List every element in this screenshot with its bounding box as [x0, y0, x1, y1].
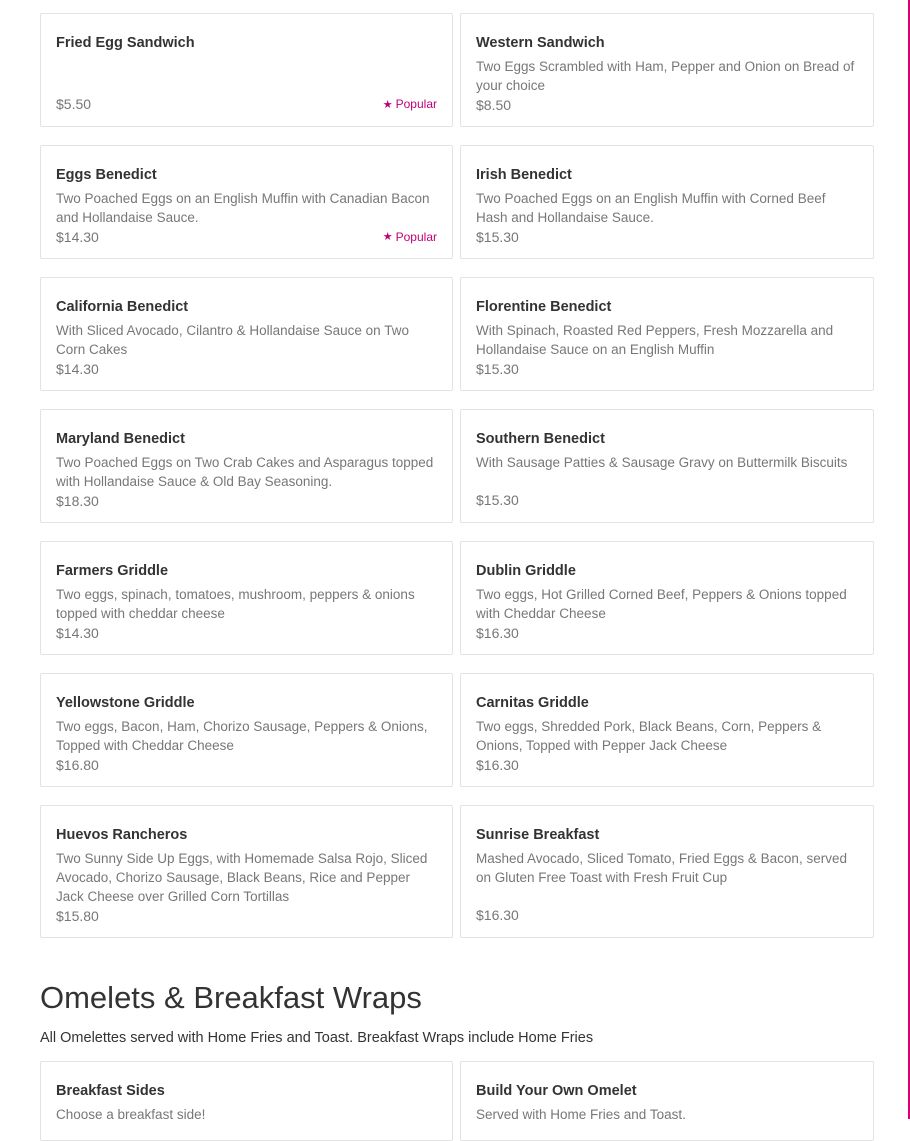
menu-item-card[interactable] [40, 1061, 453, 1141]
menu-item-price: $14.30 [56, 228, 99, 245]
menu-item-card[interactable] [40, 145, 453, 259]
menu-item-description: Two Sunny Side Up Eggs, with Homemade Salsa Rojo, Sliced Avocado, Chorizo Sausage, Black Beans, Rice and Pepper Jack Cheese over Grilled Corn Tortillas [56, 851, 428, 904]
menu-item-price: $16.80 [56, 756, 99, 773]
menu-item-price: $15.30 [476, 360, 519, 377]
menu-item-description: Mashed Avocado, Sliced Tomato, Fried Eggs & Bacon, served on Gluten Free Toast with Fresh Fruit Cup [476, 851, 847, 885]
menu-item-card[interactable] [40, 409, 453, 523]
menu-item-name: Eggs Benedict [56, 167, 157, 183]
menu-item-price: $14.30 [56, 624, 99, 641]
menu-item-price: $14.30 [56, 360, 99, 377]
menu-item-name: Irish Benedict [476, 167, 572, 183]
popular-badge [383, 97, 437, 111]
menu-item-price: $16.30 [476, 624, 519, 641]
menu-item-card[interactable] [460, 409, 874, 523]
menu-item-name: Breakfast Sides [56, 1083, 165, 1099]
menu-grid [40, 13, 874, 938]
menu-item-card[interactable] [460, 541, 874, 655]
menu-item-card[interactable] [40, 805, 453, 938]
menu-item-price: $15.30 [476, 228, 519, 245]
menu-item-description: Two Poached Eggs on Two Crab Cakes and Asparagus topped with Hollandaise Sauce & Old Bay Seasoning. [56, 455, 434, 489]
popular-label: Popular [395, 229, 437, 244]
menu-item-description: Two eggs, spinach, tomatoes, mushroom, peppers & onions topped with cheddar cheese [56, 587, 415, 621]
menu-item-description: Choose a breakfast side! [56, 1107, 206, 1122]
menu-item-name: Farmers Griddle [56, 563, 169, 579]
menu-item-card[interactable] [460, 805, 874, 938]
menu-item-card[interactable] [460, 277, 874, 391]
menu-grid-omelets [40, 1061, 874, 1141]
menu-item-description: Two Eggs Scrambled with Ham, Pepper and Onion on Bread of your choice [476, 59, 855, 93]
menu-item-card[interactable] [40, 277, 453, 391]
menu-item-name: Florentine Benedict [476, 299, 612, 315]
menu-item-card[interactable] [460, 1061, 874, 1141]
menu-item-price: $8.50 [476, 96, 512, 113]
menu-item-description: Two eggs, Shredded Pork, Black Beans, Corn, Peppers & Onions, Topped with Pepper Jack Cheese [476, 719, 822, 753]
menu-item-name: Fried Egg Sandwich [56, 35, 195, 51]
star-icon: ★ [382, 231, 393, 243]
section-title: Omelets & Breakfast Wraps [40, 980, 422, 1015]
menu-item-description: With Sausage Patties & Sausage Gravy on Buttermilk Biscuits [476, 455, 848, 470]
menu-item-name: Western Sandwich [476, 35, 605, 51]
menu-item-card[interactable] [460, 145, 874, 259]
menu-item-name: Carnitas Griddle [476, 695, 589, 711]
menu-item-price: $16.30 [476, 907, 519, 923]
menu-item-price: $18.30 [56, 492, 99, 509]
popular-badge [383, 230, 437, 244]
menu-item-card[interactable] [460, 13, 874, 127]
menu-item-card[interactable] [40, 673, 453, 787]
menu-item-price: $16.30 [476, 756, 519, 773]
menu-item-name: Dublin Griddle [476, 563, 576, 579]
star-icon: ★ [382, 98, 393, 111]
menu-item-card[interactable] [40, 13, 453, 127]
menu-section-header [40, 978, 874, 1047]
menu-item-description: Two Poached Eggs on an English Muffin with Corned Beef Hash and Hollandaise Sauce. [476, 191, 826, 225]
menu-item-name: California Benedict [56, 299, 189, 315]
menu-item-name: Sunrise Breakfast [476, 827, 600, 843]
menu-item-price: $15.80 [56, 907, 99, 924]
menu-item-description: With Sliced Avocado, Cilantro & Hollandaise Sauce on Two Corn Cakes [56, 323, 409, 357]
menu-item-name: Build Your Own Omelet [476, 1083, 637, 1099]
menu-item-description: Two eggs, Hot Grilled Corned Beef, Peppers & Onions topped with Cheddar Cheese [476, 587, 847, 621]
menu-item-name: Southern Benedict [476, 431, 605, 447]
menu-item-description: Two eggs, Bacon, Ham, Chorizo Sausage, Peppers & Onions, Topped with Cheddar Cheese [56, 719, 428, 753]
menu-item-name: Yellowstone Griddle [56, 695, 195, 711]
menu-item-description: Two Poached Eggs on an English Muffin with Canadian Bacon and Hollandaise Sauce. [56, 191, 430, 225]
menu-item-name: Maryland Benedict [56, 431, 185, 447]
menu-item-price: $15.30 [476, 492, 519, 508]
section-subtitle: All Omelettes served with Home Fries and Toast. Breakfast Wraps include Home Fries [40, 1030, 594, 1046]
menu-item-price: $5.50 [56, 96, 92, 112]
menu-item-name: Huevos Rancheros [56, 827, 188, 843]
menu-item-card[interactable] [40, 541, 453, 655]
popular-label: Popular [395, 97, 437, 111]
menu-item-description: Served with Home Fries and Toast. [476, 1107, 686, 1122]
menu-item-description: With Spinach, Roasted Red Peppers, Fresh Mozzarella and Hollandaise Sauce on an English Muffin [476, 323, 834, 357]
menu-item-card[interactable] [460, 673, 874, 787]
